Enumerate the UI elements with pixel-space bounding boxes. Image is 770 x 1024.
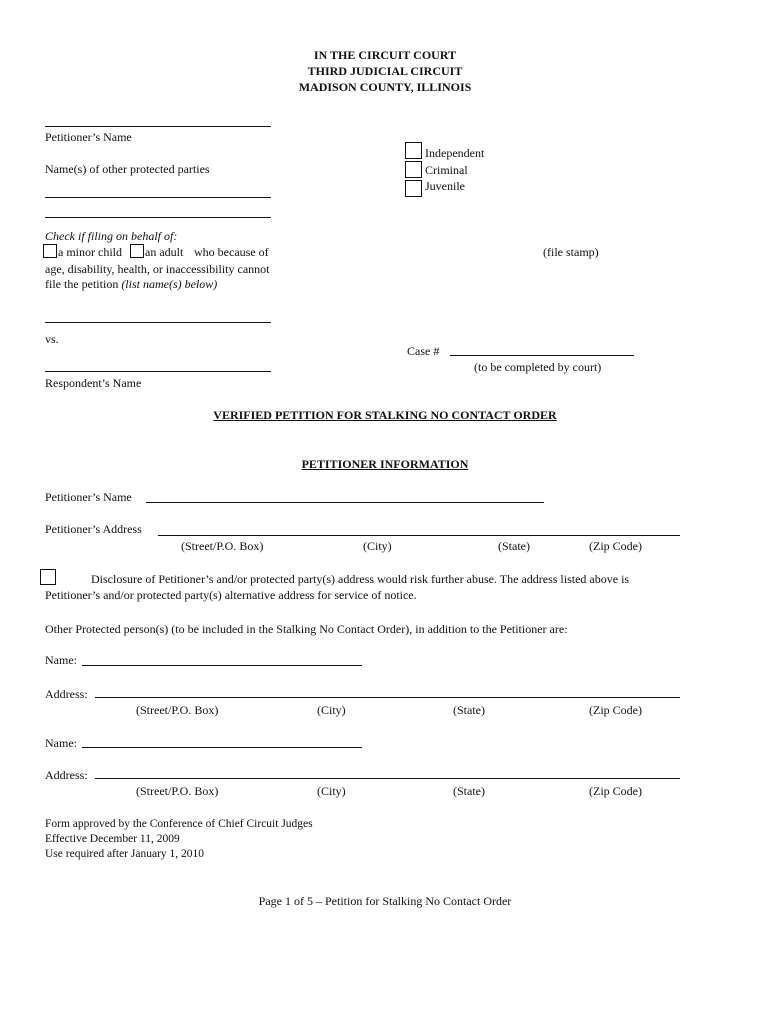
check-if-filing-label: Check if filing on behalf of: — [45, 229, 178, 243]
other-street-caption-1: (Street/P.O. Box) — [136, 703, 219, 717]
petitioner-city-caption: (City) — [363, 539, 392, 553]
who-because-label: who because of — [194, 245, 269, 259]
court-header-line1: IN THE CIRCUIT COURT — [313, 48, 457, 62]
footer-approved: Form approved by the Conference of Chief Circuit Judges — [45, 818, 313, 830]
petitioner-address-field[interactable] — [158, 535, 680, 536]
footer-effective: Effective December 11, 2009 — [45, 833, 180, 845]
petitioner-name-field-label: Petitioner’s Name — [45, 490, 132, 504]
file-petition-label: file the petition — [45, 277, 119, 291]
age-disability-text: age, disability, health, or inaccessibility cannot — [45, 262, 270, 276]
other-street-caption-2: (Street/P.O. Box) — [136, 784, 219, 798]
respondent-name-label: Respondent’s Name — [45, 376, 142, 390]
other-city-caption-2: (City) — [317, 784, 346, 798]
other-zip-caption-2: (Zip Code) — [589, 784, 642, 798]
other-name-label-1: Name: — [45, 653, 77, 667]
page-title: VERIFIED PETITION FOR STALKING NO CONTACT ORDER — [213, 408, 557, 422]
independent-label: Independent — [425, 146, 485, 160]
disclosure-checkbox[interactable] — [40, 569, 56, 585]
footer-required: Use required after January 1, 2010 — [45, 848, 205, 860]
court-header-line3: MADISON COUNTY, ILLINOIS — [298, 80, 472, 94]
other-state-caption-2: (State) — [453, 784, 485, 798]
other-parties-blank-2[interactable] — [45, 217, 271, 218]
independent-checkbox[interactable] — [405, 142, 422, 159]
respondent-name-blank[interactable] — [45, 371, 271, 372]
other-name-field-1[interactable] — [82, 665, 362, 666]
case-number-blank[interactable] — [450, 355, 634, 356]
file-petition-text — [45, 277, 217, 291]
other-address-field-2[interactable] — [95, 778, 680, 779]
court-header-line2: THIRD JUDICIAL CIRCUIT — [307, 64, 463, 78]
other-name-label-2: Name: — [45, 736, 77, 750]
other-address-field-1[interactable] — [95, 697, 680, 698]
petitioner-name-label: Petitioner’s Name — [45, 130, 132, 144]
other-address-label-2: Address: — [45, 768, 88, 782]
juvenile-checkbox[interactable] — [405, 180, 422, 197]
other-city-caption-1: (City) — [317, 703, 346, 717]
juvenile-label: Juvenile — [425, 179, 465, 193]
page-footer: Page 1 of 5 – Petition for Stalking No Contact Order — [258, 894, 512, 908]
disclosure-line2: Petitioner’s and/or protected party(s) alternative address for service of notice. — [45, 588, 417, 602]
to-be-completed-label: (to be completed by court) — [474, 360, 602, 374]
other-protected-intro: Other Protected person(s) (to be included in the Stalking No Contact Order), in addition to the Petitioner are: — [45, 622, 568, 636]
other-address-label-1: Address: — [45, 687, 88, 701]
minor-child-checkbox[interactable] — [43, 244, 57, 258]
adult-label: an adult — [145, 245, 184, 259]
other-parties-label: Name(s) of other protected parties — [45, 162, 210, 176]
other-name-field-2[interactable] — [82, 747, 362, 748]
list-names-label: (list name(s) below) — [121, 277, 218, 291]
other-zip-caption-1: (Zip Code) — [589, 703, 642, 717]
other-parties-blank-1[interactable] — [45, 197, 271, 198]
section-heading: PETITIONER INFORMATION — [301, 457, 469, 471]
case-number-label: Case # — [407, 344, 440, 358]
vs-label: vs. — [45, 332, 59, 346]
adult-checkbox[interactable] — [130, 244, 144, 258]
other-state-caption-1: (State) — [453, 703, 485, 717]
criminal-label: Criminal — [425, 163, 468, 177]
minor-child-label: a minor child — [58, 245, 122, 259]
petitioner-address-label: Petitioner’s Address — [45, 522, 142, 536]
file-stamp-label: (file stamp) — [543, 245, 599, 259]
petitioner-street-caption: (Street/P.O. Box) — [181, 539, 264, 553]
petitioner-name-field[interactable] — [146, 502, 544, 503]
criminal-checkbox[interactable] — [405, 161, 422, 178]
petitioner-name-blank[interactable] — [45, 126, 271, 127]
behalf-names-blank[interactable] — [45, 322, 271, 323]
petitioner-zip-caption: (Zip Code) — [589, 539, 642, 553]
petitioner-state-caption: (State) — [498, 539, 530, 553]
disclosure-line1: Disclosure of Petitioner’s and/or protected party(s) address would risk further abuse. The address listed above is — [91, 572, 630, 586]
